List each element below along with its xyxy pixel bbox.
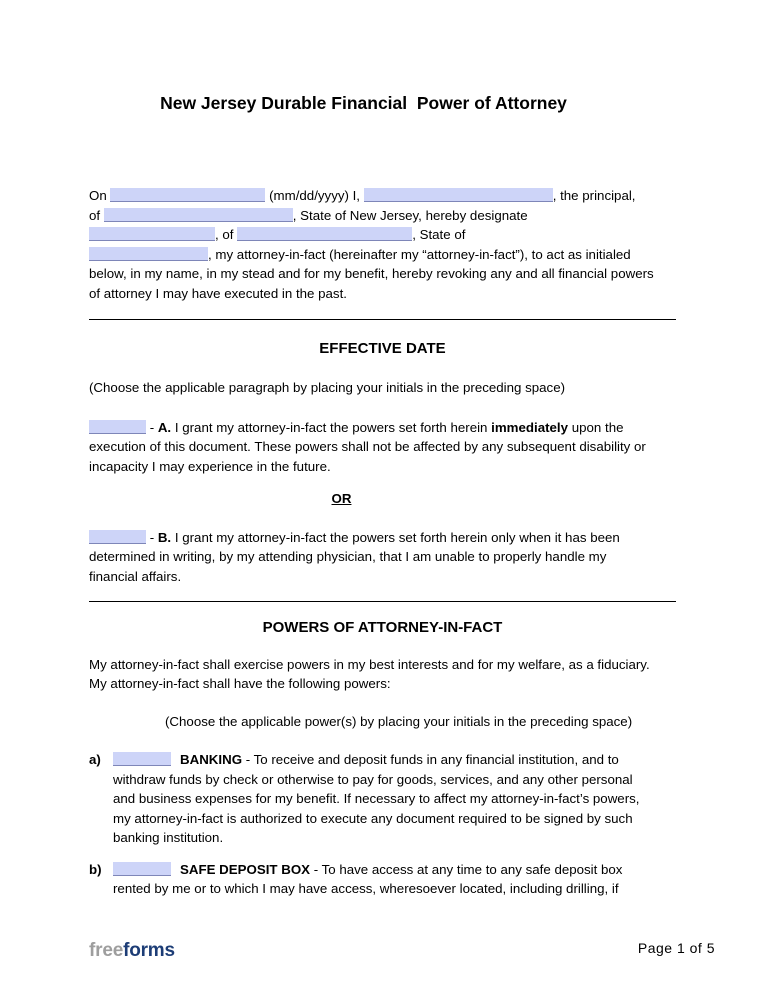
text-fragment: - To have access at any time to any safe deposit box: [310, 861, 623, 877]
text-fragment: withdraw funds by check or otherwise to pay for goods, services, and any other personal: [113, 771, 633, 787]
text-fragment: below, in my name, in my stead and for my benefit, hereby revoking any and all financial powers: [89, 266, 654, 281]
option-b-initials-blank[interactable]: [89, 530, 146, 544]
item-body-safe-deposit-box: [113, 860, 676, 899]
agent-name-blank[interactable]: [89, 227, 215, 241]
text-fragment: I grant my attorney-in-fact the powers set forth herein: [171, 419, 492, 435]
power-item-banking: [89, 750, 676, 848]
option-a-initials-blank[interactable]: [89, 420, 146, 434]
item-marker-b: b): [89, 861, 102, 877]
powers-intro-paragraph: [89, 655, 676, 694]
text-fragment: banking institution.: [113, 830, 224, 845]
text-fragment: , of: [215, 227, 238, 242]
text-fragment: - To receive and deposit funds in any financial institution, and to: [242, 752, 619, 767]
intro-paragraph: [89, 186, 676, 303]
powers-instruction: (Choose the applicable power(s) by placing your initials in the preceding space): [165, 713, 633, 729]
text-fragment: financial affairs.: [89, 568, 182, 584]
text-fragment: I grant my attorney-in-fact the powers set forth herein only when it has been: [171, 529, 620, 545]
safe-deposit-box-label: SAFE DEPOSIT BOX: [180, 861, 311, 877]
banking-label: BANKING: [180, 752, 243, 767]
effective-date-instruction: (Choose the applicable paragraph by placing your initials in the preceding space): [89, 380, 566, 395]
text-fragment: execution of this document. These powers shall not be affected by any subsequent disability or: [89, 439, 646, 454]
text-fragment: -: [146, 419, 158, 435]
agent-state-blank[interactable]: [89, 247, 208, 261]
text-fragment: rented by me or to which I may have access, wheresoever located, including drilling, if: [113, 881, 619, 896]
principal-name-blank[interactable]: [364, 188, 553, 202]
document-title: New Jersey Durable Financial Power of Attorney: [160, 93, 567, 113]
document-content: [89, 0, 676, 899]
text-fragment: , my attorney-in-fact (hereinafter my “attorney-in-fact”), to act as initialed: [208, 246, 631, 262]
item-body-banking: [113, 750, 676, 848]
text-fragment: On: [89, 188, 111, 203]
option-a-label: A.: [157, 419, 172, 435]
option-b-label: B.: [157, 529, 172, 545]
logo-forms-text: forms: [123, 940, 175, 961]
page-number: Page 1 of 5: [637, 940, 715, 956]
or-separator: [89, 489, 676, 509]
text-fragment: , State of New Jersey, hereby designate: [292, 207, 528, 223]
logo-free-text: free: [89, 940, 124, 961]
banking-initials-blank[interactable]: [113, 752, 171, 766]
freeforms-logo: [89, 940, 175, 962]
text-fragment: -: [146, 529, 158, 545]
option-b-paragraph: [89, 528, 676, 587]
section-divider: [89, 319, 676, 320]
text-fragment: of attorney I may have executed in the past.: [89, 285, 347, 301]
agent-city-blank[interactable]: [237, 227, 412, 241]
safe-deposit-initials-blank[interactable]: [113, 862, 171, 876]
emphasis-immediately: immediately: [491, 419, 569, 435]
principal-city-blank[interactable]: [104, 208, 293, 222]
execution-date-blank[interactable]: [110, 188, 265, 202]
text-fragment: , the principal,: [552, 188, 636, 203]
text-fragment: determined in writing, by my attending physician, that I am unable to properly handle my: [89, 549, 607, 564]
text-fragment: my attorney-in-fact is authorized to execute any document required to be signed by such: [113, 810, 633, 826]
text-fragment: of: [89, 207, 104, 223]
effective-date-heading: EFFECTIVE DATE: [319, 340, 446, 357]
text-fragment: My attorney-in-fact shall exercise powers in my best interests and for my welfare, as a fiduciary.: [89, 656, 650, 672]
text-fragment: and business expenses for my benefit. If necessary to affect my attorney-in-fact’s powers,: [113, 791, 640, 806]
option-a-paragraph: [89, 418, 676, 477]
section-divider: [89, 601, 676, 602]
text-fragment: incapacity I may experience in the future.: [89, 458, 331, 474]
text-fragment: , State of: [412, 227, 466, 242]
text-fragment: My attorney-in-fact shall have the following powers:: [89, 676, 391, 691]
powers-heading: POWERS OF ATTORNEY-IN-FACT: [262, 619, 503, 636]
item-marker-a: a): [89, 752, 101, 767]
text-fragment: (mm/dd/yyyy) I,: [265, 188, 364, 203]
text-fragment: upon the: [568, 419, 624, 435]
power-item-safe-deposit-box: [89, 860, 676, 899]
or-text: OR: [331, 491, 352, 506]
